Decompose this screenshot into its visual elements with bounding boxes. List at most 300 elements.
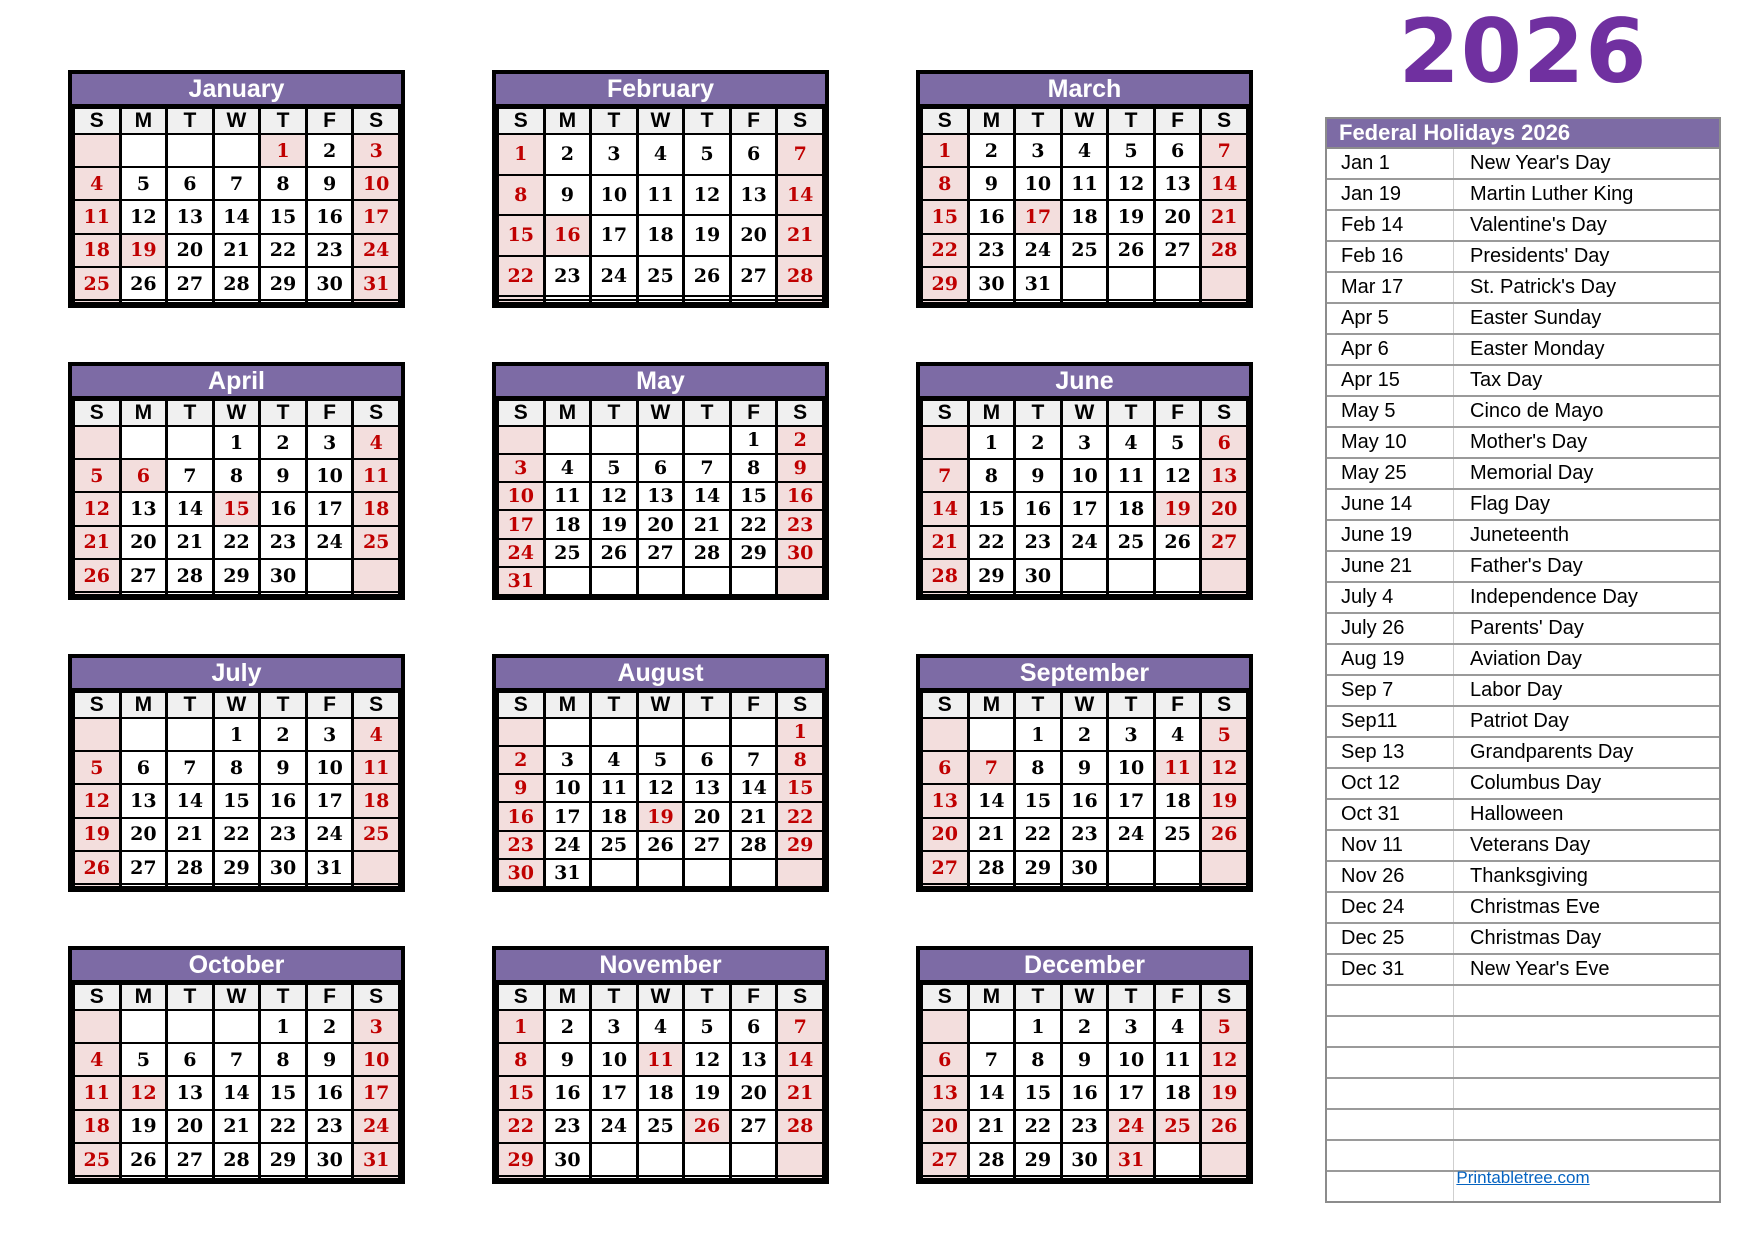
day-cell: 28: [922, 559, 969, 592]
holiday-date: July 26: [1327, 614, 1454, 643]
empty-day-cell: [544, 426, 591, 454]
day-cell: 22: [730, 510, 777, 538]
holiday-day-cell: 11: [637, 1043, 684, 1076]
day-of-week-header: W: [1061, 984, 1108, 1010]
day-cell: 22: [260, 234, 307, 267]
day-cell: 26: [591, 539, 638, 567]
holiday-date: Apr 5: [1327, 304, 1454, 333]
day-of-week-header: F: [306, 984, 353, 1010]
empty-day-cell: [544, 567, 591, 595]
day-of-week-header: M: [968, 400, 1015, 426]
empty-day-cell: [213, 884, 260, 887]
empty-day-cell: [120, 300, 167, 303]
day-cell: 14: [968, 784, 1015, 817]
holiday-row: [1327, 614, 1719, 645]
day-cell: 23: [777, 510, 824, 538]
month-title: November: [496, 950, 825, 983]
day-cell: 21: [213, 1110, 260, 1143]
day-cell: 25: [353, 526, 400, 559]
day-cell: 24: [1015, 234, 1062, 267]
holiday-date: May 10: [1327, 428, 1454, 457]
day-cell: 18: [544, 510, 591, 538]
day-cell: 18: [1108, 492, 1155, 525]
year-title: 2026: [1398, 0, 1648, 103]
day-cell: 22: [213, 526, 260, 559]
day-cell: 21: [968, 1110, 1015, 1143]
day-cell: 16: [260, 784, 307, 817]
day-cell: 11: [353, 459, 400, 492]
day-cell: 30: [1061, 851, 1108, 884]
day-cell: 25: [591, 831, 638, 859]
month-title: September: [920, 658, 1249, 691]
empty-day-cell: [968, 1176, 1015, 1179]
holiday-row: [1327, 180, 1719, 211]
day-cell: 12: [120, 200, 167, 233]
month-grid: [496, 399, 825, 596]
month-title: December: [920, 950, 1249, 983]
day-cell: 6: [1154, 134, 1201, 167]
day-cell: 7: [777, 1010, 824, 1043]
holiday-date: [1327, 1017, 1454, 1046]
empty-day-cell: [637, 1143, 684, 1176]
day-cell: 10: [1015, 167, 1062, 200]
holiday-date: Oct 31: [1327, 800, 1454, 829]
day-cell: 15: [498, 215, 545, 256]
empty-day-cell: [544, 300, 591, 303]
empty-day-cell: [591, 567, 638, 595]
day-cell: 16: [306, 1076, 353, 1109]
day-cell: 1: [1015, 718, 1062, 751]
holiday-date: [1327, 1079, 1454, 1108]
empty-day-cell: [498, 718, 545, 746]
month-grid: [496, 691, 825, 888]
month-grid: [72, 107, 401, 304]
holiday-date: Dec 25: [1327, 924, 1454, 953]
holiday-date: Sep 7: [1327, 676, 1454, 705]
empty-day-cell: [1108, 592, 1155, 595]
day-cell: 20: [922, 1110, 969, 1143]
footer-link[interactable]: Printabletree.com: [1456, 1168, 1590, 1187]
empty-day-cell: [167, 592, 214, 595]
day-of-week-header: W: [213, 984, 260, 1010]
holiday-row: [1327, 862, 1719, 893]
holiday-date: Apr 6: [1327, 335, 1454, 364]
holiday-row: [1327, 521, 1719, 552]
holiday-name: Flag Day: [1470, 493, 1551, 515]
day-cell: 24: [544, 831, 591, 859]
day-cell: 12: [1201, 1043, 1248, 1076]
empty-day-cell: [120, 884, 167, 887]
holiday-day-cell: 11: [1154, 751, 1201, 784]
day-of-week-header: S: [353, 692, 400, 718]
empty-day-cell: [684, 1143, 731, 1176]
day-cell: 7: [167, 751, 214, 784]
holiday-row: [1327, 335, 1719, 366]
day-cell: 16: [968, 200, 1015, 233]
day-cell: 13: [1201, 459, 1248, 492]
day-cell: 30: [498, 859, 545, 887]
day-cell: 30: [968, 267, 1015, 300]
day-cell: 22: [968, 526, 1015, 559]
day-of-week-header: F: [1154, 984, 1201, 1010]
holiday-day-cell: 19: [1154, 492, 1201, 525]
day-cell: 13: [1154, 167, 1201, 200]
day-cell: 17: [591, 1076, 638, 1109]
months-grid: [68, 70, 1253, 1184]
day-cell: 10: [1061, 459, 1108, 492]
holiday-day-cell: 12: [120, 1076, 167, 1109]
empty-day-cell: [777, 1176, 824, 1179]
empty-day-cell: [637, 567, 684, 595]
empty-day-cell: [684, 426, 731, 454]
holiday-name: Parents' Day: [1470, 617, 1584, 639]
day-of-week-header: T: [684, 108, 731, 134]
empty-day-cell: [637, 1176, 684, 1179]
empty-day-cell: [353, 884, 400, 887]
day-cell: 29: [922, 267, 969, 300]
day-cell: 20: [730, 215, 777, 256]
empty-day-cell: [353, 1176, 400, 1179]
day-cell: 21: [1201, 200, 1248, 233]
holiday-day-cell: 16: [544, 215, 591, 256]
empty-day-cell: [1108, 884, 1155, 887]
day-cell: 14: [167, 492, 214, 525]
day-cell: 19: [1201, 1076, 1248, 1109]
day-cell: 22: [498, 256, 545, 297]
day-cell: 29: [1015, 851, 1062, 884]
day-cell: 8: [777, 746, 824, 774]
day-cell: 23: [260, 526, 307, 559]
empty-day-cell: [1061, 1176, 1108, 1179]
day-cell: 18: [637, 215, 684, 256]
holiday-row: [1327, 800, 1719, 831]
day-of-week-header: F: [730, 108, 777, 134]
holiday-day-cell: 17: [1015, 200, 1062, 233]
day-cell: 3: [544, 746, 591, 774]
day-cell: 14: [167, 784, 214, 817]
holiday-row: [1327, 583, 1719, 614]
day-cell: 11: [1061, 167, 1108, 200]
day-of-week-header: T: [1015, 984, 1062, 1010]
empty-day-cell: [167, 300, 214, 303]
day-of-week-header: F: [730, 984, 777, 1010]
day-cell: 4: [1154, 718, 1201, 751]
empty-day-cell: [306, 300, 353, 303]
day-cell: 2: [968, 134, 1015, 167]
month-grid: [920, 983, 1249, 1180]
holiday-row: [1327, 428, 1719, 459]
month-panel-january: [68, 70, 405, 308]
day-of-week-header: S: [498, 108, 545, 134]
empty-day-cell: [1154, 559, 1201, 592]
month-panel-september: [916, 654, 1253, 892]
day-cell: 3: [1108, 1010, 1155, 1043]
day-cell: 31: [1015, 267, 1062, 300]
month-grid: [496, 983, 825, 1180]
holiday-day-cell: 31: [1108, 1143, 1155, 1176]
day-cell: 4: [1061, 134, 1108, 167]
empty-day-cell: [637, 859, 684, 887]
holiday-date: Dec 31: [1327, 955, 1454, 984]
empty-day-cell: [730, 1176, 777, 1179]
empty-day-cell: [922, 1010, 969, 1043]
day-cell: 30: [1061, 1143, 1108, 1176]
day-cell: 22: [213, 818, 260, 851]
day-cell: 14: [777, 1043, 824, 1076]
empty-day-cell: [684, 718, 731, 746]
day-cell: 28: [730, 831, 777, 859]
day-cell: 28: [777, 256, 824, 297]
holiday-day-cell: 15: [213, 492, 260, 525]
month-title: July: [72, 658, 401, 691]
holiday-row: [1327, 242, 1719, 273]
holiday-name: Columbus Day: [1470, 772, 1602, 794]
holiday-date: June 19: [1327, 521, 1454, 550]
day-of-week-header: M: [544, 108, 591, 134]
day-cell: 18: [1061, 200, 1108, 233]
day-cell: 19: [684, 1076, 731, 1109]
holiday-name: Christmas Day: [1470, 927, 1602, 949]
empty-day-cell: [1015, 300, 1062, 303]
day-cell: 19: [120, 1110, 167, 1143]
day-cell: 3: [591, 1010, 638, 1043]
day-cell: 6: [167, 1043, 214, 1076]
month-title: May: [496, 366, 825, 399]
day-cell: 12: [74, 492, 121, 525]
day-cell: 17: [1061, 492, 1108, 525]
day-cell: 1: [1015, 1010, 1062, 1043]
day-cell: 10: [353, 1043, 400, 1076]
empty-day-cell: [591, 1176, 638, 1179]
empty-day-cell: [1201, 267, 1248, 300]
empty-day-cell: [260, 884, 307, 887]
day-of-week-header: W: [637, 692, 684, 718]
holiday-row: [1327, 738, 1719, 769]
day-cell: 7: [1201, 134, 1248, 167]
day-of-week-header: S: [777, 984, 824, 1010]
empty-day-cell: [1108, 300, 1155, 303]
empty-day-cell: [74, 592, 121, 595]
holiday-date: [1327, 1048, 1454, 1077]
month-title: February: [496, 74, 825, 107]
day-cell: 13: [730, 175, 777, 216]
day-cell: 7: [167, 459, 214, 492]
day-cell: 15: [498, 1076, 545, 1109]
holiday-date: June 21: [1327, 552, 1454, 581]
day-cell: 18: [1154, 784, 1201, 817]
holiday-name: Father's Day: [1470, 555, 1583, 577]
empty-day-cell: [74, 300, 121, 303]
empty-day-cell: [213, 134, 260, 167]
day-cell: 16: [498, 802, 545, 830]
day-of-week-header: F: [306, 400, 353, 426]
holiday-name: Labor Day: [1470, 679, 1563, 701]
holiday-row: [1327, 831, 1719, 862]
empty-day-cell: [167, 718, 214, 751]
day-of-week-header: S: [1201, 400, 1248, 426]
holiday-row: [1327, 552, 1719, 583]
day-cell: 21: [167, 526, 214, 559]
holiday-date: Apr 15: [1327, 366, 1454, 395]
day-cell: 26: [120, 1143, 167, 1176]
empty-day-cell: [1154, 1176, 1201, 1179]
empty-day-cell: [684, 859, 731, 887]
empty-day-cell: [684, 1176, 731, 1179]
day-cell: 21: [730, 802, 777, 830]
empty-day-cell: [1201, 851, 1248, 884]
day-cell: 13: [120, 492, 167, 525]
empty-day-cell: [637, 718, 684, 746]
empty-day-cell: [1154, 300, 1201, 303]
day-of-week-header: T: [167, 400, 214, 426]
day-cell: 5: [74, 751, 121, 784]
day-cell: 19: [74, 818, 121, 851]
day-cell: 25: [1061, 234, 1108, 267]
month-grid: [72, 399, 401, 596]
holiday-name: Mother's Day: [1470, 431, 1588, 453]
day-of-week-header: T: [1015, 692, 1062, 718]
day-cell: 28: [167, 559, 214, 592]
empty-day-cell: [968, 884, 1015, 887]
month-title: August: [496, 658, 825, 691]
day-cell: 11: [544, 482, 591, 510]
day-cell: 29: [260, 267, 307, 300]
empty-day-cell: [167, 884, 214, 887]
day-of-week-header: S: [498, 400, 545, 426]
day-cell: 20: [684, 802, 731, 830]
day-cell: 21: [777, 215, 824, 256]
empty-day-cell: [120, 426, 167, 459]
day-cell: 13: [637, 482, 684, 510]
holiday-day-cell: 25: [1154, 1110, 1201, 1143]
day-of-week-header: T: [1108, 400, 1155, 426]
holiday-name: Presidents' Day: [1470, 245, 1610, 267]
day-cell: 19: [1201, 784, 1248, 817]
day-cell: 12: [1108, 167, 1155, 200]
day-cell: 5: [1108, 134, 1155, 167]
empty-day-cell: [1015, 592, 1062, 595]
day-cell: 7: [922, 459, 969, 492]
empty-day-cell: [1108, 559, 1155, 592]
holiday-day-cell: 1: [260, 134, 307, 167]
day-cell: 18: [74, 1110, 121, 1143]
day-cell: 23: [306, 1110, 353, 1143]
day-of-week-header: F: [306, 108, 353, 134]
day-cell: 7: [730, 746, 777, 774]
holiday-day-cell: 19: [637, 802, 684, 830]
day-cell: 11: [591, 774, 638, 802]
empty-day-cell: [684, 300, 731, 303]
day-cell: 15: [968, 492, 1015, 525]
day-cell: 9: [968, 167, 1015, 200]
holiday-row-empty: [1327, 1079, 1719, 1110]
empty-day-cell: [306, 884, 353, 887]
holiday-name: Cinco de Mayo: [1470, 400, 1604, 422]
day-cell: 17: [591, 215, 638, 256]
day-cell: 30: [306, 267, 353, 300]
day-cell: 1: [777, 718, 824, 746]
empty-day-cell: [260, 300, 307, 303]
day-of-week-header: S: [1201, 108, 1248, 134]
holiday-row-empty: [1327, 986, 1719, 1017]
day-cell: 17: [1108, 1076, 1155, 1109]
empty-day-cell: [591, 426, 638, 454]
day-cell: 3: [306, 718, 353, 751]
day-of-week-header: M: [120, 400, 167, 426]
empty-day-cell: [1154, 851, 1201, 884]
day-cell: 12: [74, 784, 121, 817]
day-cell: 25: [544, 539, 591, 567]
holiday-date: June 14: [1327, 490, 1454, 519]
day-cell: 31: [544, 859, 591, 887]
day-cell: 15: [1015, 1076, 1062, 1109]
empty-day-cell: [306, 1176, 353, 1179]
day-cell: 27: [120, 559, 167, 592]
day-cell: 18: [74, 234, 121, 267]
day-cell: 21: [167, 818, 214, 851]
month-panel-december: [916, 946, 1253, 1184]
holiday-row: [1327, 676, 1719, 707]
holiday-name: Valentine's Day: [1470, 214, 1607, 236]
day-of-week-header: T: [684, 400, 731, 426]
day-cell: 22: [922, 234, 969, 267]
day-cell: 10: [498, 482, 545, 510]
day-of-week-header: W: [1061, 400, 1108, 426]
empty-day-cell: [353, 300, 400, 303]
month-panel-october: [68, 946, 405, 1184]
day-cell: 17: [306, 492, 353, 525]
empty-day-cell: [306, 559, 353, 592]
day-of-week-header: S: [777, 692, 824, 718]
day-cell: 2: [260, 718, 307, 751]
day-of-week-header: S: [74, 692, 121, 718]
day-cell: 23: [1061, 818, 1108, 851]
holiday-row: [1327, 645, 1719, 676]
empty-day-cell: [120, 1010, 167, 1043]
day-cell: 8: [213, 459, 260, 492]
day-cell: 23: [1015, 526, 1062, 559]
day-cell: 14: [1201, 167, 1248, 200]
day-cell: 30: [1015, 559, 1062, 592]
day-cell: 7: [213, 167, 260, 200]
day-cell: 30: [777, 539, 824, 567]
day-of-week-header: S: [777, 400, 824, 426]
day-cell: 24: [306, 818, 353, 851]
day-cell: 19: [1108, 200, 1155, 233]
day-cell: 28: [213, 267, 260, 300]
day-cell: 5: [1201, 718, 1248, 751]
empty-day-cell: [306, 592, 353, 595]
day-cell: 9: [1061, 1043, 1108, 1076]
day-cell: 29: [730, 539, 777, 567]
day-cell: 22: [777, 802, 824, 830]
day-cell: 23: [498, 831, 545, 859]
day-cell: 30: [544, 1143, 591, 1176]
day-cell: 16: [260, 492, 307, 525]
day-cell: 10: [544, 774, 591, 802]
day-cell: 12: [1201, 751, 1248, 784]
empty-day-cell: [922, 592, 969, 595]
day-cell: 20: [120, 818, 167, 851]
day-cell: 28: [213, 1143, 260, 1176]
day-cell: 3: [353, 1010, 400, 1043]
day-cell: 10: [1108, 751, 1155, 784]
day-of-week-header: T: [684, 692, 731, 718]
month-title: April: [72, 366, 401, 399]
day-cell: 13: [922, 784, 969, 817]
empty-day-cell: [777, 859, 824, 887]
holiday-row-empty: [1327, 1048, 1719, 1079]
